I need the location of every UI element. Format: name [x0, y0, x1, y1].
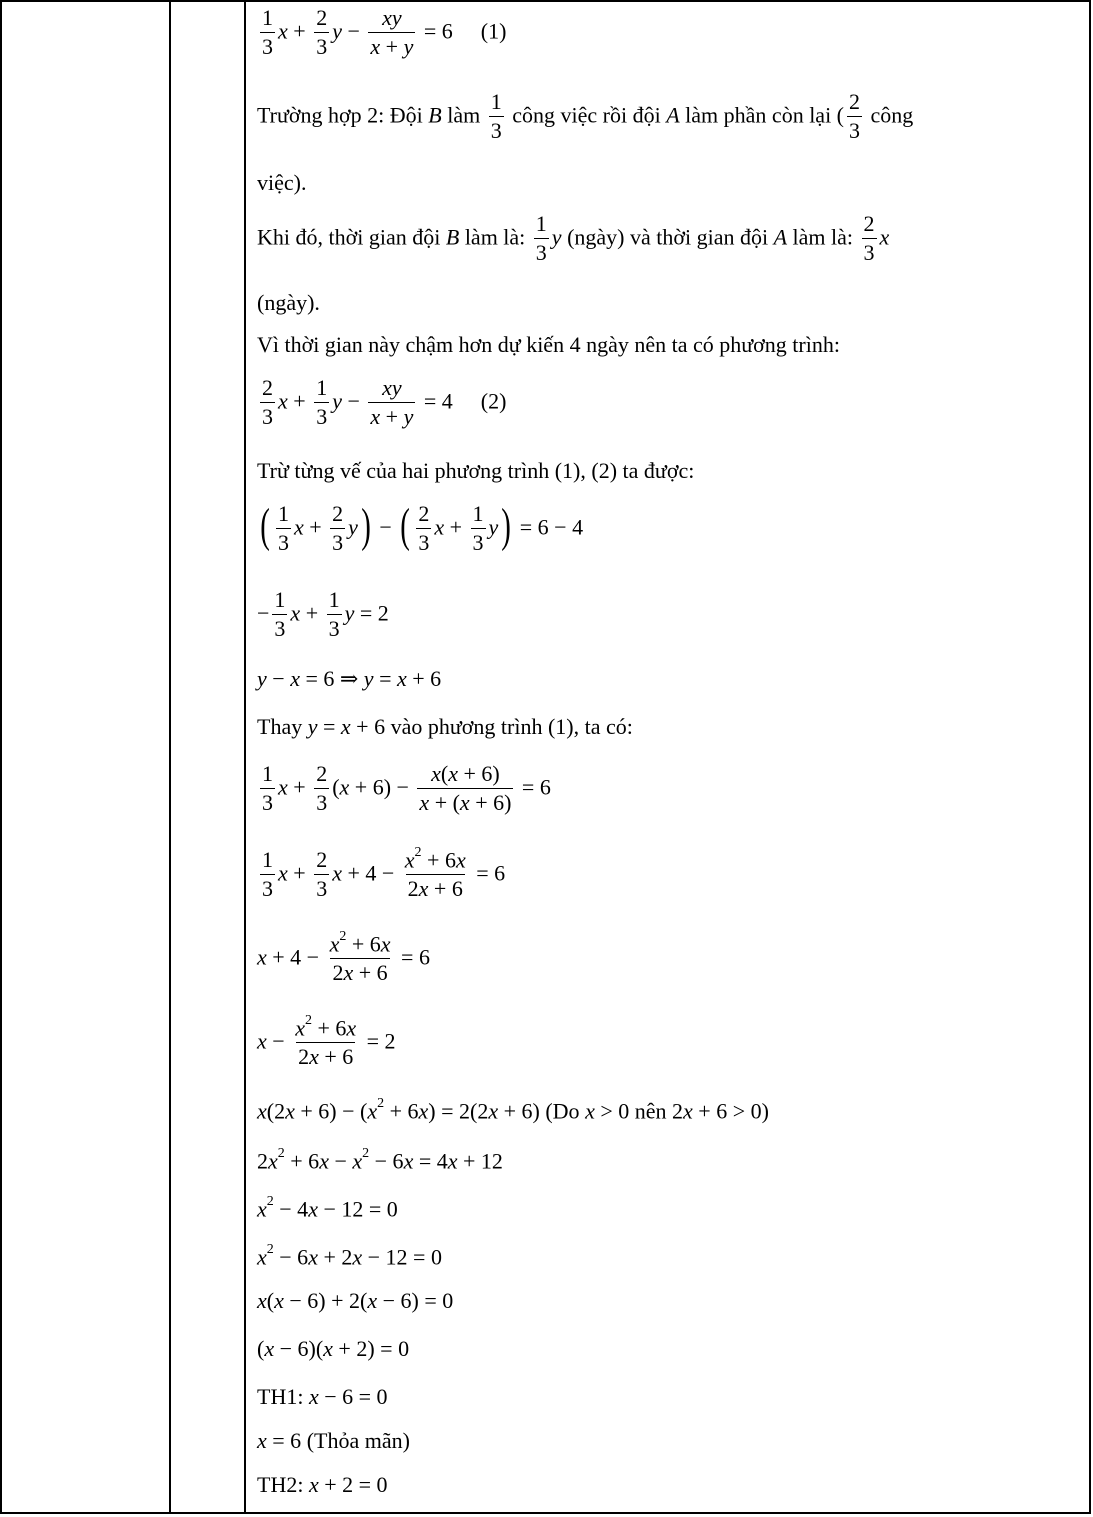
equation-1-tag: (1): [480, 18, 507, 44]
text: vào phương trình (1), ta có:: [385, 714, 633, 739]
text: Thay: [257, 714, 308, 739]
equation-step-3: x + 4 − $\frac{x^2 + 6x}{2x + 6}$ = 6: [257, 929, 430, 986]
equation-step-9: x(x − 6) + 2(x − 6) = 0: [257, 1288, 454, 1313]
var-B: B: [428, 102, 442, 128]
table-border-left: [0, 0, 2, 1514]
text: Trường hợp 2: Đội: [257, 102, 429, 128]
note: (Thỏa mãn): [306, 1428, 410, 1453]
var-B: B: [445, 224, 460, 250]
text: công việc rồi đội: [506, 102, 667, 128]
equation-2: $\frac{2}{3}$ x + $\frac{1}{3}$ y − $\frac{xy}{x + y}$ = 4 (2): [262, 375, 507, 429]
case-th1: TH1: x − 6 = 0: [257, 1384, 388, 1409]
var-A: A: [773, 224, 788, 250]
time-text-cont: (ngày).: [257, 290, 320, 315]
substitute-text: Thay y = x + 6 vào phương trình (1), ta có:: [257, 714, 633, 739]
label: TH2:: [257, 1472, 309, 1497]
time-text: Khi đó, thời gian đội B làm là: $\frac{1}{3}$ y (ngày) và thời gian đội A làm là: $\frac{2}{3}$ x: [257, 211, 890, 265]
text: công: [865, 102, 914, 128]
text: làm là:: [459, 224, 531, 250]
equation-step-2: $\frac{1}{3}$ x + $\frac{2}{3}$ x + 4 − $\frac{x^2 + 6x}{2x + 6}$ = 6: [262, 845, 506, 902]
equation-subtract: ( $\frac{1}{3}$ x + $\frac{2}{3}$ y) − ( $\frac{2}{3}$ x + $\frac{1}{3}$ y) = 6 − 4: [260, 498, 584, 555]
equation-simplified: − $\frac{1}{3}$ x + $\frac{1}{3}$ y = 2: [257, 587, 389, 641]
text: làm phần còn lại (: [679, 102, 845, 128]
text: làm: [441, 102, 486, 128]
text: làm là:: [787, 224, 859, 250]
var-A: A: [666, 102, 680, 128]
case-th1-result: x = 6 (Thỏa mãn): [257, 1428, 410, 1453]
case-th2: TH2: x + 2 = 0: [257, 1472, 388, 1497]
table-border-bottom: [0, 1512, 1091, 1514]
equation-step-4: x − $\frac{x^2 + 6x}{2x + 6}$ = 2: [257, 1013, 396, 1070]
text: Vì thời gian này chậm hơn dự kiến: [257, 332, 570, 357]
table-border-right: [1089, 0, 1091, 1514]
equation-step-5: $x(2x + 6) - (x^2 + 6x) = 2(2x + 6)$ (Do x > 0 nên 2x + 6 > 0): [257, 1096, 769, 1124]
text: ngày nên ta có phương trình:: [580, 332, 840, 357]
equation-1: $\frac{1}{3}$ x + $\frac{2}{3}$ y − $\frac{xy}{x + y}$ = 6 (1): [262, 5, 507, 59]
equation-step-8: $x^2 - 6x + 2x - 12 = 0$: [257, 1242, 442, 1270]
solution-content: [257, 0, 1077, 1510]
equation-y-x: y − x = 6 ⇒ y = x + 6: [257, 666, 442, 691]
table-column-divider-2: [244, 0, 246, 1514]
number: 4: [569, 332, 581, 357]
delay-text: [257, 334, 840, 356]
equation-step-10: (x − 6)(x + 2) = 0: [257, 1336, 410, 1361]
case-2-text: Trường hợp 2: Đội B làm $\frac{1}{3}$ công việc rồi đội A làm phần còn lại ( $\frac{2}{3}$ công: [257, 89, 914, 143]
text: Khi đó, thời gian đội: [257, 224, 446, 250]
text: nên: [634, 1098, 673, 1124]
equation-step-7: $x^2 - 4x - 12 = 0$: [257, 1194, 398, 1222]
text: (ngày) và thời gian đội: [561, 224, 774, 250]
subtract-text: Trừ từng vế của hai phương trình (1), (2) ta được:: [257, 458, 695, 483]
equation-2-tag: (2): [480, 388, 507, 414]
equation-substituted: $\frac{1}{3}$ x + $\frac{2}{3}$ (x + 6) − $\frac{x(x + 6)}{x + (x + 6)}$ = 6: [262, 761, 551, 815]
case-2-text-cont: việc).: [257, 170, 307, 195]
text: (Do: [545, 1098, 586, 1124]
label: TH1:: [257, 1384, 309, 1409]
table-column-divider-1: [169, 0, 171, 1514]
equation-step-6: $2x^2 + 6x - x^2 - 6x = 4x + 12$: [257, 1146, 503, 1174]
